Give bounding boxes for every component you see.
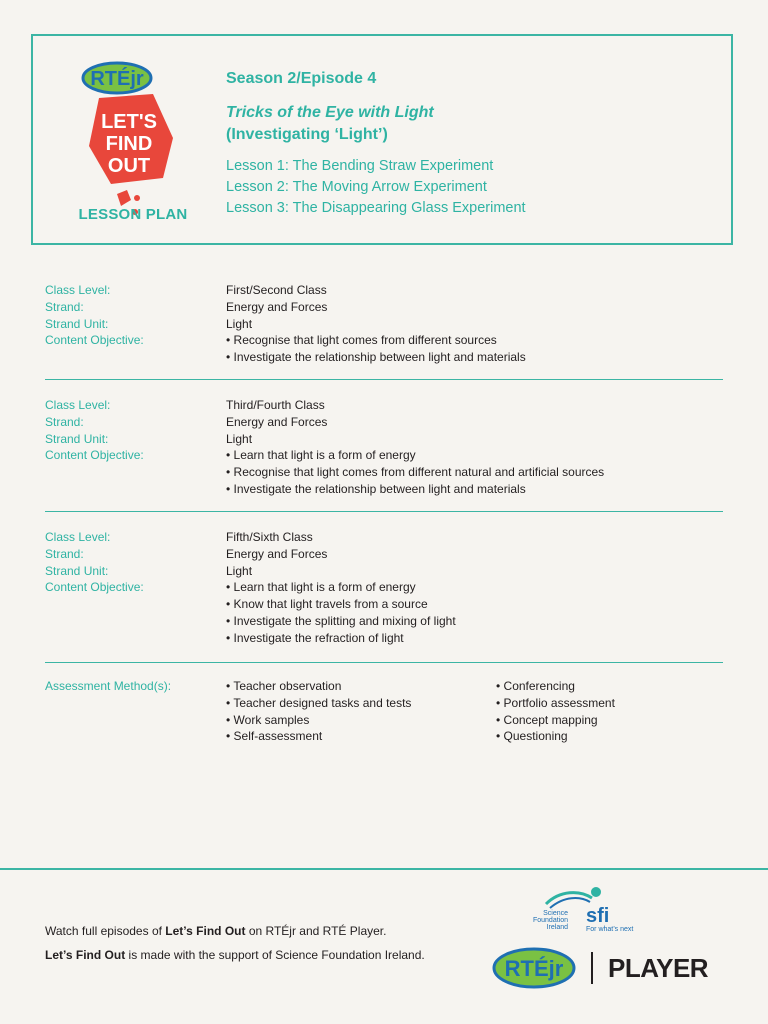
episode-title: Tricks of the Eye with Light: [226, 104, 434, 121]
svg-text:FIND: FIND: [105, 133, 153, 155]
svg-text:sfi: sfi: [586, 905, 610, 927]
class-level-label: Class Level:: [45, 530, 111, 544]
logo-divider: [591, 952, 593, 984]
lesson-item: Lesson 3: The Disappearing Glass Experiment: [226, 200, 526, 216]
class-level-value: First/Second Class: [226, 283, 327, 297]
strand-unit-label: Strand Unit:: [45, 563, 109, 578]
assessment-item: • Work samples: [226, 712, 310, 727]
objective-item: • Learn that light is a form of energy: [226, 448, 416, 463]
strand-value: Energy and Forces: [226, 299, 328, 314]
svg-text:RTÉjr: RTÉjr: [90, 68, 144, 90]
class-level-value: Third/Fourth Class: [226, 398, 325, 412]
svg-text:Science: Science: [543, 910, 568, 917]
section-divider: [45, 662, 723, 663]
lesson-plan-label: LESSON PLAN: [78, 206, 188, 223]
rtejr-logo: [492, 946, 576, 990]
curriculum-section: [45, 397, 723, 498]
assessment-label: Assessment Method(s):: [45, 679, 172, 693]
strand-unit-value: Light: [226, 316, 253, 331]
episode-info: [226, 70, 526, 219]
strand-label: Strand:: [45, 299, 84, 314]
svg-text:Ireland: Ireland: [546, 924, 568, 931]
footer-divider: [0, 868, 768, 870]
svg-text:RTÉjr: RTÉjr: [504, 956, 564, 981]
objective-item: • Learn that light is a form of energy: [226, 580, 416, 595]
content-objective-label: Content Objective:: [45, 580, 144, 595]
assessment-item: • Questioning: [496, 729, 568, 744]
svg-text:OUT: OUT: [107, 155, 151, 177]
strand-value: Energy and Forces: [226, 414, 328, 429]
section-divider: [45, 511, 723, 512]
assessment-item: • Concept mapping: [496, 712, 598, 727]
season-episode: Season 2/Episode 4: [226, 70, 377, 87]
footer-line-1: Watch full episodes of Let’s Find Out on RTÉjr and RTÉ Player.: [45, 924, 387, 938]
curriculum-section: [45, 282, 723, 366]
svg-text:LET'S: LET'S: [101, 111, 157, 133]
lesson-item: Lesson 1: The Bending Straw Experiment: [226, 158, 494, 174]
objective-item: • Recognise that light comes from different natural and artificial sources: [226, 465, 605, 480]
header-box: [31, 34, 733, 245]
footer-line-2: Let’s Find Out is made with the support of Science Foundation Ireland.: [45, 948, 425, 962]
objective-item: • Know that light travels from a source: [226, 597, 428, 612]
svg-text:For what’s next: For what’s next: [586, 926, 634, 933]
assessment-item: • Self-assessment: [226, 729, 323, 744]
assessment-item: • Teacher designed tasks and tests: [226, 695, 412, 710]
curriculum-section: [45, 529, 723, 647]
objective-item: • Investigate the relationship between light and materials: [226, 481, 526, 496]
episode-subtitle: (Investigating ‘Light’): [226, 126, 388, 143]
objective-item: • Investigate the relationship between light and materials: [226, 350, 526, 365]
assessment-item: • Portfolio assessment: [496, 695, 615, 710]
class-level-label: Class Level:: [45, 398, 111, 412]
class-level-label: Class Level:: [45, 283, 111, 297]
strand-value: Energy and Forces: [226, 546, 328, 561]
strand-label: Strand:: [45, 414, 84, 429]
strand-unit-value: Light: [226, 563, 253, 578]
content-objective-label: Content Objective:: [45, 448, 144, 463]
svg-text:Foundation: Foundation: [532, 917, 568, 924]
rte-player-logo: PLAYER: [608, 953, 709, 983]
section-divider: [45, 379, 723, 380]
assessment-list: [496, 678, 615, 745]
strand-unit-value: Light: [226, 431, 253, 446]
objective-item: • Investigate the splitting and mixing of light: [226, 613, 456, 628]
assessment-item: • Teacher observation: [226, 679, 342, 693]
footer-text: [45, 919, 425, 967]
strand-unit-label: Strand Unit:: [45, 431, 109, 446]
strand-label: Strand:: [45, 546, 84, 561]
objective-item: • Investigate the refraction of light: [226, 630, 404, 645]
class-level-value: Fifth/Sixth Class: [226, 530, 313, 544]
assessment-list: [226, 678, 411, 745]
lesson-item: Lesson 2: The Moving Arrow Experiment: [226, 179, 487, 195]
assessment-item: • Conferencing: [496, 679, 575, 693]
content-objective-label: Content Objective:: [45, 333, 144, 348]
strand-unit-label: Strand Unit:: [45, 316, 109, 331]
objective-item: • Recognise that light comes from different sources: [226, 333, 497, 348]
sfi-logo: [532, 882, 640, 934]
